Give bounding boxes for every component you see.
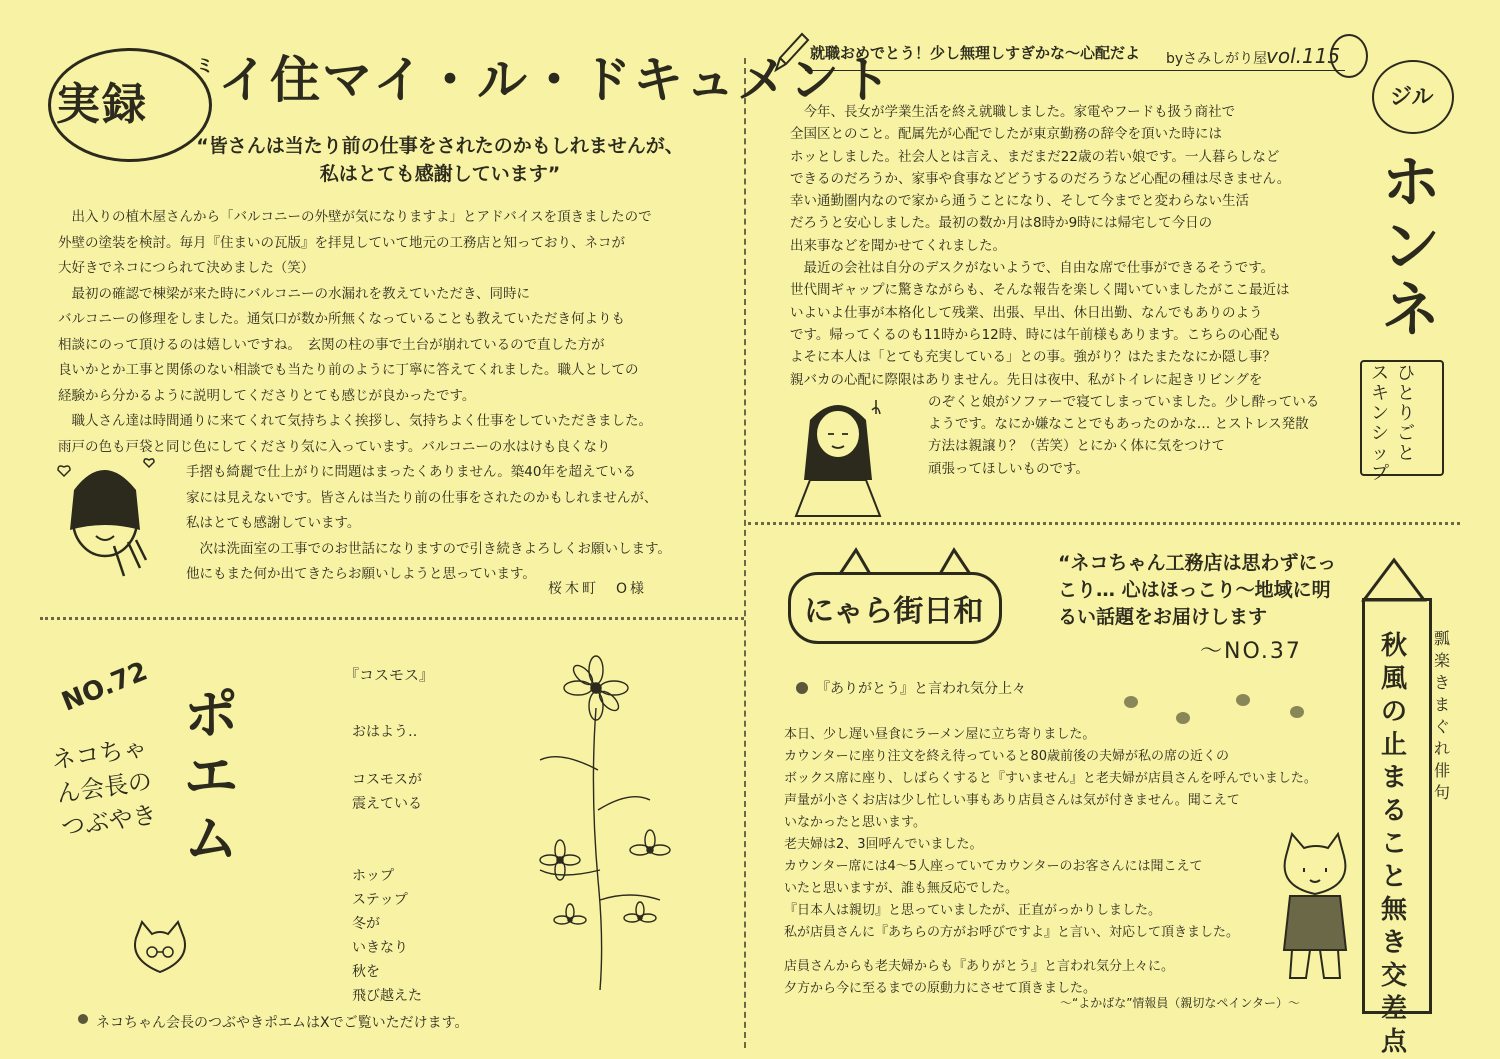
column-article [784, 724, 1317, 1000]
paragraph: 手摺も綺麗で仕上がりに問題はまったくありません。築40年を超えている [186, 464, 636, 480]
paragraph: ボックス席に座り、しばらくすると『すいません』と老夫婦が店員さんを呼んでいました。 [784, 771, 1317, 786]
paragraph: 経験から分かるように説明してくださりとても感じが良かったです。 [58, 387, 476, 404]
paw-print-icon [1176, 712, 1190, 724]
paw-icon [78, 1014, 88, 1024]
cat-ears-icon [830, 546, 980, 576]
left-quote: “皆さんは当たり前の仕事をされたのかもしれませんが、私はとても感謝しています” [196, 135, 684, 185]
poem-line [352, 840, 422, 864]
paragraph: 私はとても感謝しています。 [186, 515, 361, 531]
right-section-divider [748, 522, 1460, 525]
paragraph: 親バカの心配に際限はありません。先日は夜中、私がトイレに起きリビングを [790, 371, 1263, 388]
paragraph: いよいよ仕事が本格化して残業、出張、早出、休日出勤、なんでもありのよう [790, 304, 1263, 321]
paragraph: 良いかとか工事と関係のない相談でも当たり前のように丁寧に答えてくれました。職人としての [58, 362, 639, 378]
honne-subtitle-2: スキンシップ [1371, 363, 1389, 484]
paragraph: 本日、少し遅い昼食にラーメン屋に立ち寄りました。 [784, 727, 1096, 742]
poem-label: ポエム [184, 683, 238, 870]
haiku-label: 瓢楽きまぐれ俳句 [1433, 629, 1450, 802]
paragraph-gap [784, 944, 1304, 956]
paragraph: 大好きでネコにつられて決めました（笑） [58, 260, 315, 276]
paragraph: 老夫婦は2、3回呼んでいました。 [784, 837, 983, 852]
column-subtitle: 『ありがとう』と言われ気分上々 [816, 681, 1026, 697]
column-quote: “ネコちゃん工務店は思わずにっこり… 心はほっこり〜地域に明るい話題をお届けします [1058, 552, 1337, 628]
badge-sub: ミ [196, 56, 214, 77]
paragraph: ようです。なにか嫌なことでもあったのかな… とストレス発散 [928, 416, 1309, 433]
cosmos-flower-illustration [500, 650, 700, 1000]
paragraph: 最初の確認で棟梁が来た時にバルコニーの水漏れを教えていただき、同時に [58, 285, 530, 302]
paragraph: カウンターに座り注文を終え待っていると80歳前後の夫婦が私の席の近くの [784, 749, 1230, 764]
cat-face-icon [128, 920, 192, 978]
paragraph: 出入りの植木屋さんから「バルコニーの外壁が気になりますよ」とアドバイスを頂きましたので [58, 209, 652, 225]
pencil-icon [770, 30, 810, 76]
left-title: イ住マイ・ル・ドキュメント [218, 51, 893, 109]
paragraph: 今年、長女が学業生活を終え就職しました。家電やフードも扱う商社で [790, 104, 1236, 120]
poem-line: 秋を [352, 964, 380, 980]
honne-title: ホンネ [1381, 148, 1440, 344]
paragraph: 最近の会社は自分のデスクがないようで、自由な席で仕事ができるそうです。 [790, 260, 1275, 277]
paragraph: 世代間ギャップに驚きながらも、そんな報告を楽しく聞いていましたがここ最近は [790, 282, 1290, 299]
paw-print-icon [1236, 694, 1250, 706]
volume-number: vol.115 [1266, 44, 1341, 68]
paragraph: 『日本人は親切』と思っていましたが、正直がっかりしました。 [784, 903, 1162, 918]
poem-line: 震えている [352, 796, 422, 812]
paragraph: いたと思いますが、誰も無反応でした。 [784, 881, 1019, 896]
badge-text: 実録 [56, 79, 148, 130]
poem-body [352, 720, 422, 1008]
honne-subtitle: ひとりごと [1397, 363, 1415, 464]
poem-line: おはよう‥ [352, 724, 418, 740]
paragraph: 方法は親譲り？（苦笑）とにかく体に気をつけて [928, 438, 1225, 455]
column-signature: 〜“よかばな”情報員（親切なペインター）〜 [1060, 996, 1300, 1010]
haiku-text: 秋風の止まること無き交差点 [1380, 631, 1407, 1057]
paragraph: できるのだろうか、家事や食事などどうするのだろうなど心配の種は尽きません。 [790, 170, 1291, 187]
paragraph: 出来事などを聞かせてくれました。 [790, 237, 1006, 254]
paragraph: 私が店員さんに『あちらの方がお呼びですよ』と言い、対応して頂きました。 [784, 925, 1240, 940]
paw-print-icon [1124, 696, 1138, 708]
paragraph: 頑張ってほしいものです。 [928, 460, 1089, 477]
heading-underline [805, 70, 1345, 71]
paragraph: のぞくと娘がソファーで寝てしまっていました。少し酔っている [928, 393, 1320, 410]
column-divider [744, 58, 746, 1048]
poem-line: 冬が [352, 916, 380, 932]
poem-number: NO.72 [57, 656, 152, 718]
honne-bubble-text: ジル [1390, 85, 1434, 110]
paragraph: 外壁の塗装を検討。毎月『住まいの瓦版』を拝見していて地元の工務店と知っており、ネコが [58, 234, 625, 251]
paragraph: 次は洗面室の工事でのお世話になりますので引き続きよろしくお願いします。 [186, 540, 671, 557]
column-number: 〜NO.37 [1200, 639, 1302, 664]
poem-title: 『コスモス』 [344, 666, 435, 684]
poem-line: いきなり [352, 940, 408, 956]
paragraph: いなかったと思います。 [784, 815, 926, 830]
paragraph: 店員さんからも老夫婦からも『ありがとう』と言われ気分上々に。 [784, 959, 1175, 974]
paragraph: だろうと安心しました。最初の数か月は8時か9時には帰宅して今日の [790, 215, 1213, 232]
person-illustration [44, 450, 164, 590]
poem-line: ステップ [352, 892, 408, 908]
paragraph: 職人さん達は時間通りに来てくれて気持ちよく挨拶し、気持ちよく仕事をしていただきました。 [58, 413, 652, 429]
right-heading: 就職おめでとう！少し無理しすぎかな〜心配だよ [810, 44, 1141, 62]
paragraph: よそに本人は「とても充実している」との事。強がり？はたまたなにか隠し事？ [790, 349, 1276, 366]
paw-icon [796, 682, 808, 694]
poem-footer: ネコちゃん会長のつぶやきポエムはXでご覧いただけます。 [96, 1015, 469, 1031]
right-byline: byさみしがり屋 [1166, 51, 1268, 67]
paragraph: 声量が小さくお店は少し忙しい事もあり店員さんは気が付きません。聞こえて [784, 793, 1240, 808]
paw-print-icon [1290, 706, 1304, 718]
poem-line [352, 744, 422, 768]
paragraph: バルコニーの修理をしました。通気口が数か所無くなっていることも教えていただき何よりも [58, 311, 625, 327]
scroll-top-icon [1360, 556, 1428, 602]
left-section-divider [40, 617, 744, 620]
paragraph: 家には見えないです。皆さんは当たり前の仕事をされたのかもしれませんが、 [186, 489, 658, 506]
paragraph: 他にもまた何か出てきたらお願いしようと思っています。 [186, 566, 536, 582]
poem-line [352, 816, 422, 840]
paragraph: ホッとしました。社会人とは言え、まだまだ22歳の若い娘です。一人暮らしなど [790, 148, 1280, 165]
left-signature: 桜木町 O様 [548, 581, 648, 597]
paragraph: 相談にのって頂けるのは嬉しいですね。 玄関の柱の事で土台が崩れているので直した方が [58, 336, 605, 353]
paragraph: 夕方から今に至るまでの原動力にさせて頂きました。 [784, 981, 1097, 996]
girl-illustration [780, 390, 900, 520]
paragraph: 全国区とのこと。配属先が心配でしたが東京勤務の辞令を頂いた時には [790, 126, 1222, 143]
paragraph: 幸い通勤圏内なので家から通うことになり、そして今までと変わらない生活 [790, 193, 1249, 210]
poem-caption: ネコちゃん会長のつぶやき [49, 733, 159, 842]
column-title: にゃら街日和 [804, 594, 984, 629]
paragraph: です。帰ってくるのも11時から12時、時には午前様もあります。こちらの心配も [790, 326, 1282, 343]
volume-circle [1330, 34, 1368, 78]
poem-line: 飛び越えた [352, 988, 422, 1004]
paragraph: 雨戸の色も戸袋と同じ色にしてくださり気に入っています。バルコニーの水はけも良くなり [58, 438, 611, 455]
paragraph: カウンター席には4〜5人座っていてカウンターのお客さんには聞こえて [784, 859, 1203, 874]
poem-line: ホップ [352, 868, 394, 884]
poem-line: コスモスが [352, 772, 422, 788]
cat-mascot-illustration [1272, 830, 1358, 990]
